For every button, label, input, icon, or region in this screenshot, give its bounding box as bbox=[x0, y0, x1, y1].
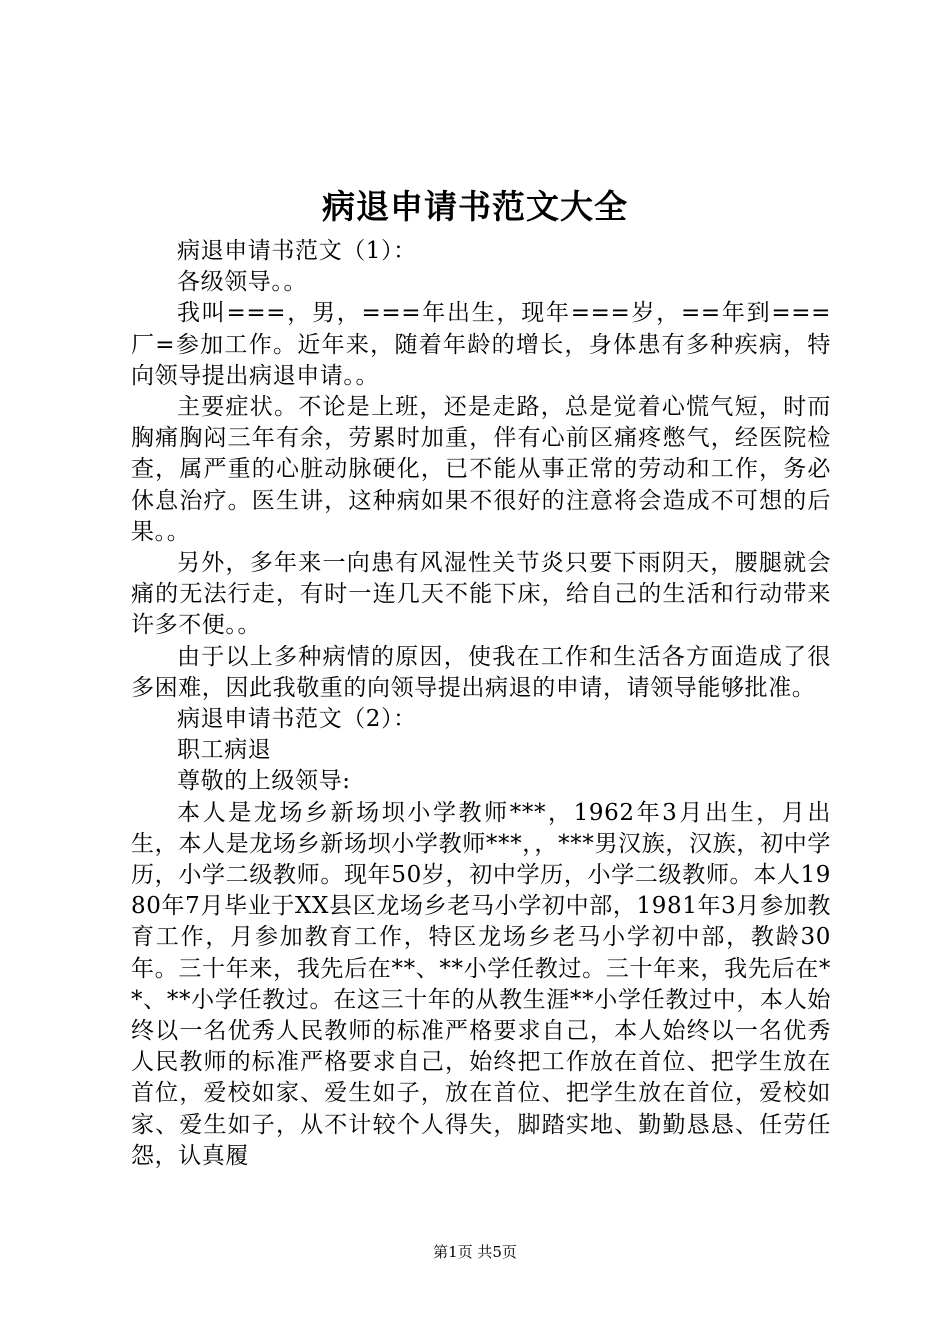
document-title: 病退申请书范文大全 bbox=[322, 187, 628, 226]
page-footer: 第1页 共5页 bbox=[433, 1243, 517, 1261]
paragraph-salutation-2: 尊敬的上级领导: bbox=[177, 768, 351, 795]
paragraph-main-symptoms: 主要症状。不论是上班，还是走路，总是觉着心慌气短，时而胸痛胸闷三年有余，劳累时加重，伴有心前区痛疼憋气，经医院检查，属严重的心脏动脉硬化，已不能从事正常的劳动和工作，务必休息治疗。医生讲，这种病如果不很好的注意将会造成不可想的后果。。 bbox=[131, 394, 831, 545]
paragraph-teacher-background: 本人是龙场乡新场坝小学教师***，1962年3月出生，月出生，本人是龙场乡新场坝小学教师***，，***男汉族，汉族，初中学历，小学二级教师。现年50岁，初中学历，小学二级教师。本人1980年7月毕业于XX县区龙场乡老马小学初中部，1981年3月参加教育工作，月参加教育工作，特区龙场乡老马小学初中部，教龄30年。三十年来，我先后在**、**小学任教过。三十年来，我先后在**、**小学任教过。在这三十年的从教生涯**小学任教过中，本人始终以一名优秀人民教师的标准严格要求自己，本人始终以一名优秀人民教师的标准严格要求自己，始终把工作放在首位、把学生放在首位，爱校如家、爱生如子，放在首位、把学生放在首位，爱校如家、爱生如子，从不计较个人得失，脚踏实地、勤勤恳恳、任劳任怨，认真履 bbox=[131, 799, 831, 1169]
paragraph-salutation-1: 各级领导。。 bbox=[177, 269, 308, 296]
paragraph-sample-2-subtitle: 职工病退 bbox=[177, 737, 272, 764]
paragraph-rheumatism: 另外，多年来一向患有风湿性关节炎只要下雨阴天，腰腿就会痛的无法行走，有时一连几天不能下床，给自己的生活和行动带来许多不便。。 bbox=[131, 550, 831, 639]
paragraph-self-introduction: 我叫===，男，===年出生，现年===岁，==年到===厂=参加工作。近年来，随着年龄的增长，身体患有多种疾病，特向领导提出病退申请。。 bbox=[131, 300, 831, 389]
paragraph-request: 由于以上多种病情的原因，使我在工作和生活各方面造成了很多困难，因此我敬重的向领导提出病退的申请，请领导能够批准。 bbox=[131, 643, 831, 701]
paragraph-sample-1-heading: 病退申请书范文（1）： bbox=[177, 238, 417, 264]
document-body bbox=[131, 236, 831, 1172]
paragraph-sample-2-heading: 病退申请书范文（2）： bbox=[177, 706, 417, 733]
